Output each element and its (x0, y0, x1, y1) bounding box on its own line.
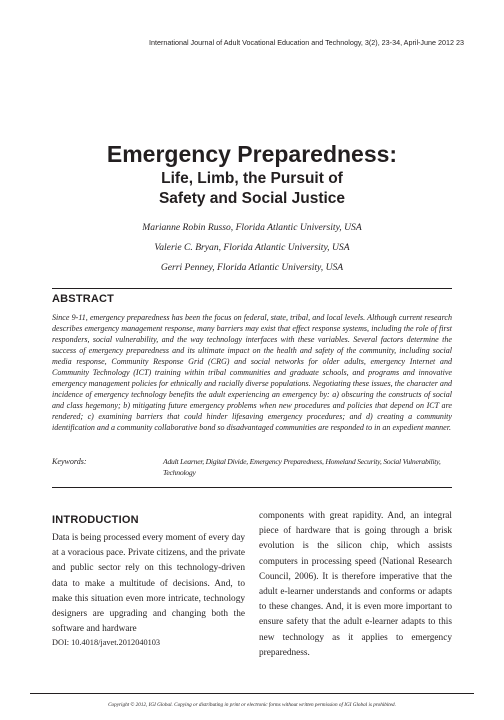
introduction-column-2: components with great rapidity. And, an integral piece of hardware that is going through a brisk evolution is the silicon chip, which assists computers in processing speed (National Research Council, 2006). It is therefore imperative that the adult e-learner understands and conforms or adapts to these changes. And, it is even more important to ensure safety that the adult e-learner adapts to this new technology as it applies to emergency preparedness. (259, 511, 452, 658)
keywords-label: Keywords: (52, 457, 87, 466)
abstract-bottom-rule (52, 487, 452, 488)
introduction-heading: INTRODUCTION (52, 514, 139, 526)
doi: DOI: 10.4018/javet.2012040103 (52, 638, 161, 647)
author-2: Valerie C. Bryan, Florida Atlantic University, USA (154, 242, 350, 253)
article-title: Emergency Preparedness: (106, 141, 398, 167)
copyright-notice: Copyright © 2012, IGI Global. Copying or distributing in print or electronic forms without written permission of IGI Global is prohibited. (108, 702, 396, 708)
keywords-list: Adult Learner, Digital Divide, Emergency Preparedness, Homeland Security, Social Vulnerability, Technology (163, 457, 441, 477)
abstract-heading: ABSTRACT (52, 293, 115, 305)
author-1: Marianne Robin Russo, Florida Atlantic University, USA (142, 222, 362, 233)
author-3: Gerri Penney, Florida Atlantic University, USA (160, 262, 344, 273)
article-subtitle-line-1: Life, Limb, the Pursuit of (161, 170, 343, 187)
abstract-top-rule (52, 288, 452, 289)
introduction-column-1: Data is being processed every moment of every day at a voracious pace. Private citizens, and the private and public sector rely on this technology-driven data to make a multitude of decisions. And, to make this situation even more intricate, technology designers are upgrading and changing both the software and hardware (52, 533, 245, 635)
footer-rule (30, 693, 474, 694)
abstract-text: Since 9-11, emergency preparedness has been the focus on federal, state, tribal, and local levels. Although current research describes emergency management response, many barriers may exist that effect response systems, including the role of first responders, social vulnerability, and the way technology interfaces with these variables. Several factors determine the success of emergency preparedness and its ultimate impact on the health and safety of the community, including social media response, Community Response Grid (CRG) and social networks for older adults, emergency Internet and Community Technology (ICT) training within tribal communities and graduate schools, and programs and innovative emergency management policies for ethnically and racially diverse populations. Negotiating these issues, the character and incidence of emergency technology benefits the adult experiencing an emergency by: a) obscuring the constructs of social and class hegemony; b) mitigating future emergency problems when new procedures and policies that depend on ICT are rendered; c) examining barriers that could hinder lifesaving emergency procedures; and d) creating a community identification and a community collaborative bond so disadvantaged communities are responded to in an expedient manner. (52, 313, 452, 432)
article-subtitle-line-2: Safety and Social Justice (158, 190, 346, 207)
running-header: International Journal of Adult Vocational Education and Technology, 3(2), 23-34, April-June 2012 23 (149, 38, 464, 47)
